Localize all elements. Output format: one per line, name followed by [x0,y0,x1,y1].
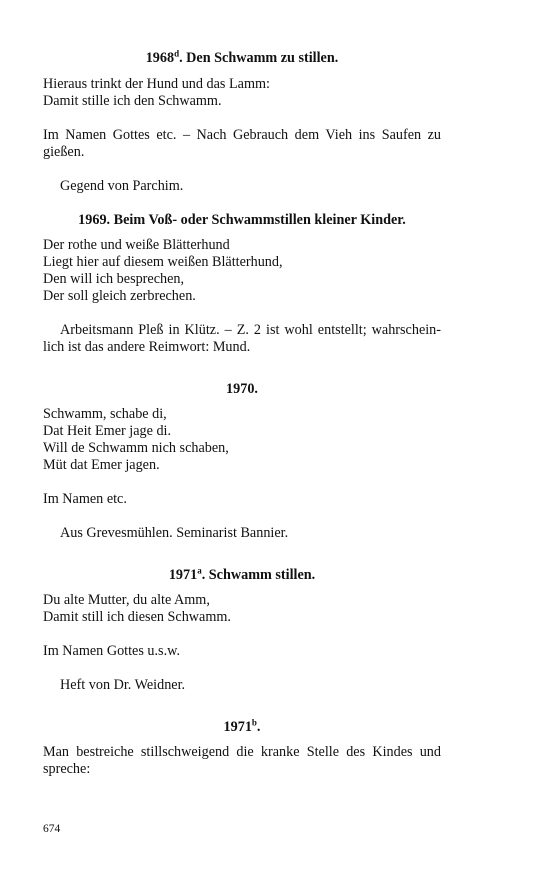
verse-line: Damit stille ich den Schwamm. [43,93,222,109]
verse-line: Der rothe und weiße Blätterhund [43,237,230,253]
verse-line: Dat Heit Emer jage di. [43,423,172,439]
entry-heading-1968d [43,50,441,67]
entry-heading-1969: 1969. Beim Voß- oder Schwammstillen kleiner Kinder. [78,212,406,228]
verse-block [43,406,441,474]
verse-line: Der soll gleich zerbrechen. [43,288,196,304]
verse-line: Damit still ich diesen Schwamm. [43,609,231,625]
verse-line: Will de Schwamm nich schaben, [43,440,229,456]
instruction-text: Im Namen etc. [43,491,127,507]
entry-heading-1971b [43,719,441,736]
verse-line: Du alte Mutter, du alte Amm, [43,592,210,608]
entry-heading-1971a [43,567,441,584]
entry-superscript: d [174,48,180,59]
page-body [43,46,441,778]
verse-line: Den will ich besprechen, [43,271,185,287]
verse-block [43,237,441,305]
entry-superscript: a [197,565,202,576]
instruction-text: Im Namen Gottes u.s.w. [43,643,180,659]
source-note: Heft von Dr. Weidner. [60,677,186,693]
source-note: Arbeitsmann Pleß in Klütz. – Z. 2 ist wohl entstellt; wahrschein-lich ist das andere Reimwort: Mund. [43,322,441,355]
entry-heading-1970: 1970. [226,381,258,397]
entry-title: . Den Schwamm zu stillen. [179,50,339,66]
entry-number: 1971 [168,567,198,583]
entry-number: 1971 [223,719,252,735]
verse-line: Hieraus trinkt der Hund und das Lamm: [43,76,270,92]
instruction-text: Man bestreiche stillschweigend die kranke Stelle des Kindes und spreche: [43,744,441,777]
entry-title: . [256,719,261,735]
source-note: Aus Grevesmühlen. Seminarist Bannier. [60,525,289,541]
page-number: 674 [43,823,61,835]
verse-line: Schwamm, schabe di, [43,406,167,422]
entry-superscript: b [251,717,257,728]
entry-title: . Schwamm stillen. [201,567,316,583]
verse-line: Müt dat Emer jagen. [43,457,160,473]
source-note: Gegend von Parchim. [60,178,184,194]
verse-line: Liegt hier auf diesem weißen Blätterhund, [43,254,283,270]
verse-block [43,592,441,626]
entry-number: 1968 [145,50,175,66]
verse-block [43,76,441,110]
instruction-text: Im Namen Gottes etc. – Nach Gebrauch dem Vieh ins Saufen zu gießen. [43,127,441,160]
